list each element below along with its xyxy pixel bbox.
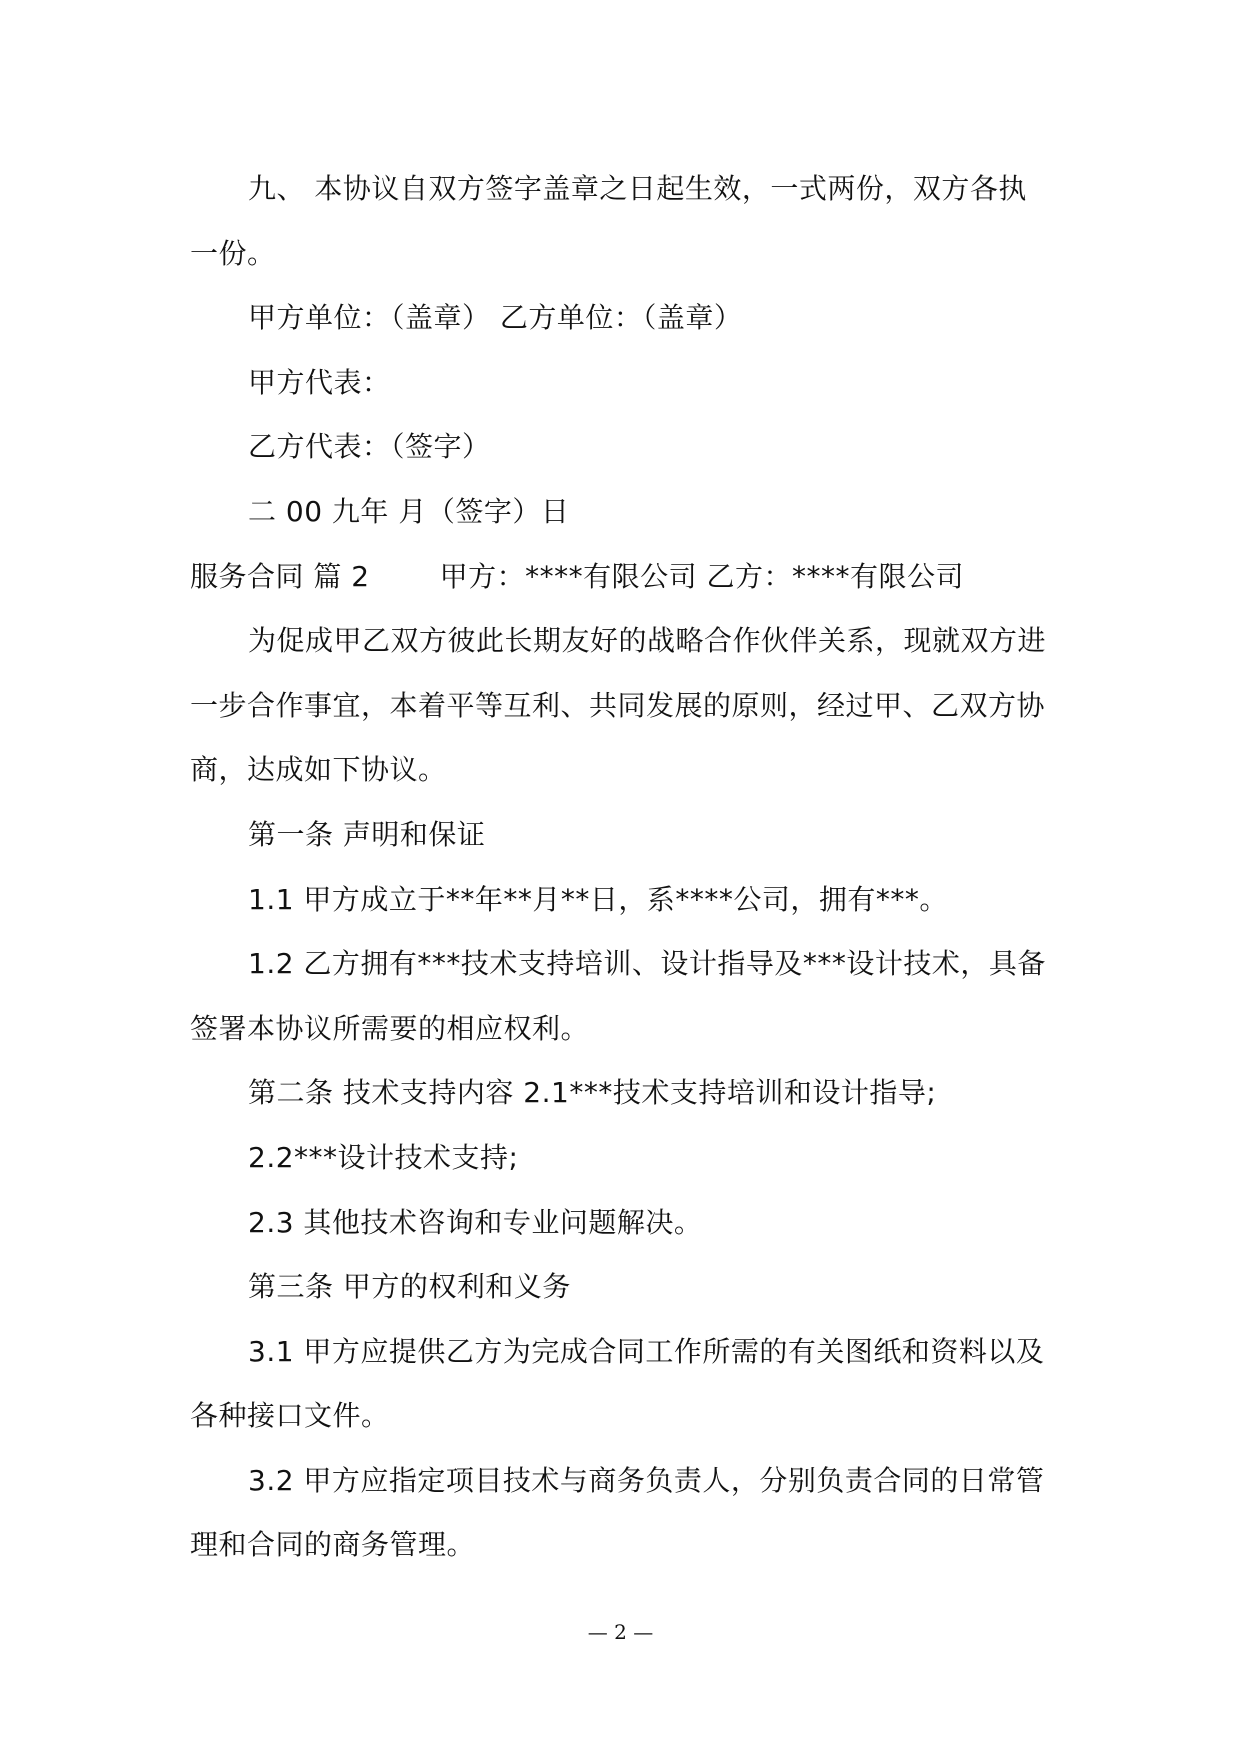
clause-line: 签署本协议所需要的相应权利。 xyxy=(190,1011,590,1045)
clause-line: 2.3 其他技术咨询和专业问题解决。 xyxy=(248,1205,703,1239)
clause-line: 3.1 甲方应提供乙方为完成合同工作所需的有关图纸和资料以及 xyxy=(248,1334,1045,1368)
article-heading: 第一条 声明和保证 xyxy=(248,817,486,851)
contract-title: 服务合同 篇 2 xyxy=(190,559,370,593)
clause-line: 1.2 乙方拥有***技术支持培训、设计指导及***设计技术，具备 xyxy=(248,947,1046,981)
clause-line: 理和合同的商务管理。 xyxy=(190,1528,476,1562)
date-line: 二 00 九年 月（签字）日 xyxy=(248,494,570,528)
paragraph-line: 一步合作事宜，本着平等互利、共同发展的原则，经过甲、乙双方协 xyxy=(190,688,1046,722)
article-heading: 第三条 甲方的权利和义务 xyxy=(248,1270,571,1304)
paragraph-line: 为促成甲乙双方彼此长期友好的战略合作伙伴关系，现就双方进 xyxy=(248,624,1047,658)
paragraph-line: 商，达成如下协议。 xyxy=(190,753,447,787)
contract-heading xyxy=(190,545,1070,610)
clause-line: 各种接口文件。 xyxy=(190,1399,390,1433)
clause-line: 1.1 甲方成立于**年**月**日，系****公司，拥有***。 xyxy=(248,882,948,916)
article-heading: 第二条 技术支持内容 2.1***技术支持培训和设计指导; xyxy=(248,1076,937,1110)
signature-line: 甲方单位：（盖章） 乙方单位：（盖章） xyxy=(248,301,743,335)
signature-line: 乙方代表：（签字） xyxy=(248,430,491,464)
clause-line: 3.2 甲方应指定项目技术与商务负责人，分别负责合同的日常管 xyxy=(248,1463,1045,1497)
signature-line: 甲方代表： xyxy=(248,365,391,399)
contract-parties: 甲方：****有限公司 乙方：****有限公司 xyxy=(439,559,965,593)
page-number: — 2 — xyxy=(587,1620,654,1644)
paragraph-line: 九、 本协议自双方签字盖章之日起生效，一式两份，双方各执 xyxy=(248,172,1027,205)
paragraph-line: 一份。 xyxy=(190,236,276,270)
document-body xyxy=(190,157,1070,1578)
clause-line: 2.2***设计技术支持; xyxy=(248,1140,519,1174)
